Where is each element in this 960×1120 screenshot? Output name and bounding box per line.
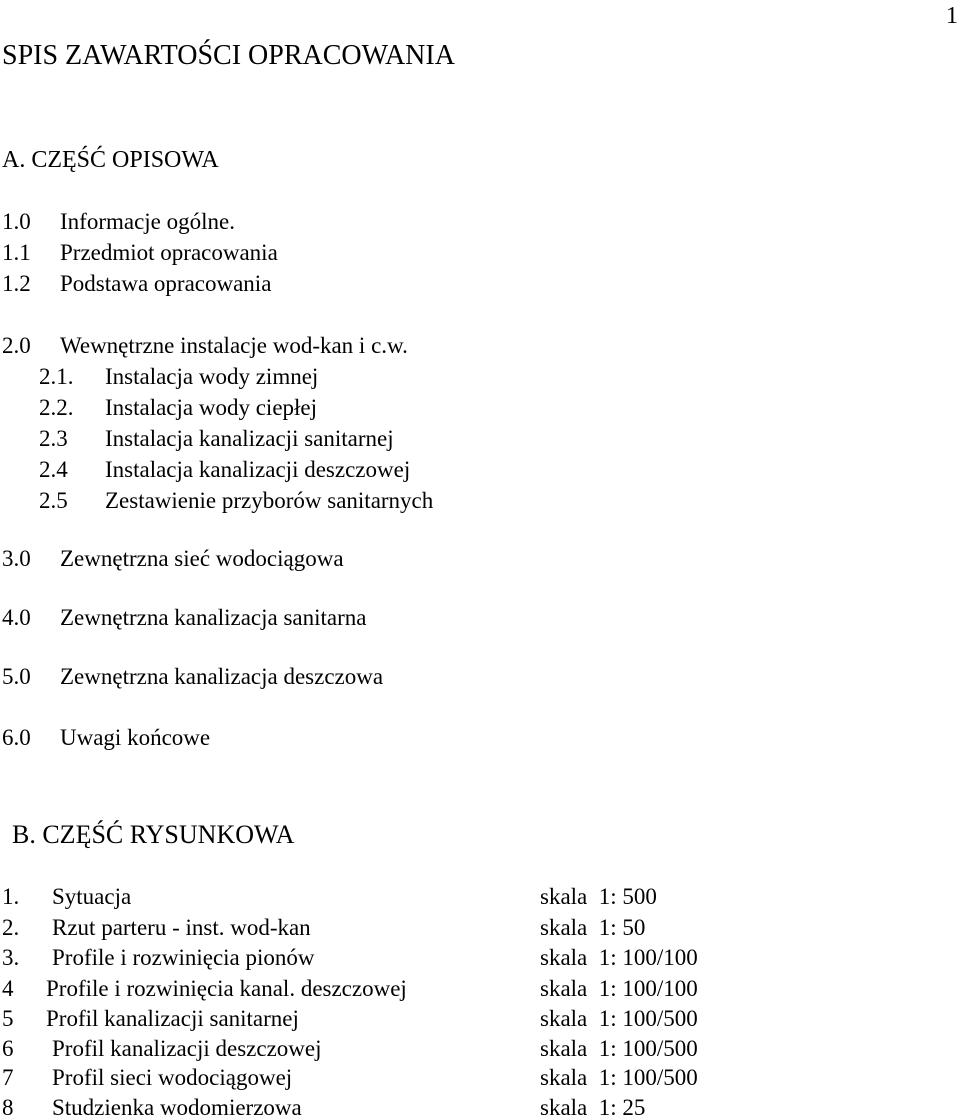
part-b-heading: B. CZĘŚĆ RYSUNKOWA bbox=[12, 820, 295, 849]
item-scale: skala 1: 50 bbox=[540, 915, 646, 940]
item-scale: skala 1: 25 bbox=[540, 1095, 646, 1120]
item-number: 2.2. bbox=[39, 395, 74, 420]
item-number: 2.5 bbox=[39, 488, 68, 513]
item-text: Sytuacja bbox=[52, 884, 132, 909]
part-a-heading: A. CZĘŚĆ OPISOWA bbox=[2, 147, 219, 173]
item-scale: skala 1: 100/500 bbox=[540, 1036, 698, 1061]
item-number: 4.0 bbox=[2, 605, 31, 630]
item-text: Uwagi końcowe bbox=[60, 725, 211, 750]
item-scale: skala 1: 100/500 bbox=[540, 1006, 698, 1031]
item-text: Instalacja wody ciepłej bbox=[105, 395, 318, 420]
item-text: Zewnętrzna kanalizacja deszczowa bbox=[60, 664, 384, 689]
item-number: 5 bbox=[2, 1006, 14, 1031]
item-text: Studzienka wodomierzowa bbox=[52, 1095, 302, 1120]
item-scale: skala 1: 500 bbox=[540, 884, 657, 909]
item-scale: skala 1: 100/100 bbox=[540, 945, 698, 970]
item-number: 7 bbox=[2, 1065, 14, 1090]
page-number: 1 bbox=[946, 3, 958, 29]
item-number: 4 bbox=[2, 976, 14, 1001]
item-text: Informacje ogólne. bbox=[60, 209, 235, 234]
item-text: Profile i rozwinięcia pionów bbox=[52, 945, 315, 970]
item-text: Instalacja kanalizacji sanitarnej bbox=[105, 426, 394, 451]
item-text: Profil kanalizacji sanitarnej bbox=[46, 1006, 299, 1031]
item-text: Rzut parteru - inst. wod-kan bbox=[52, 915, 311, 940]
item-text: Przedmiot opracowania bbox=[60, 240, 278, 265]
item-number: 1.2 bbox=[2, 271, 31, 296]
item-number: 2.3 bbox=[39, 426, 68, 451]
item-text: Podstawa opracowania bbox=[60, 271, 272, 296]
item-number: 2.4 bbox=[39, 457, 68, 482]
item-text: Zewnętrzna sieć wodociągowa bbox=[60, 546, 344, 571]
item-text: Zestawienie przyborów sanitarnych bbox=[105, 488, 434, 513]
item-number: 2.1. bbox=[39, 364, 74, 389]
item-number: 2. bbox=[2, 915, 20, 940]
item-text: Profil kanalizacji deszczowej bbox=[52, 1036, 322, 1061]
item-text: Profil sieci wodociągowej bbox=[52, 1065, 293, 1090]
item-number: 1. bbox=[2, 884, 20, 909]
item-scale: skala 1: 100/100 bbox=[540, 976, 698, 1001]
item-number: 6 bbox=[2, 1036, 14, 1061]
document-title: SPIS ZAWARTOŚCI OPRACOWANIA bbox=[2, 40, 455, 71]
item-scale: skala 1: 100/500 bbox=[540, 1065, 698, 1090]
item-number: 6.0 bbox=[2, 725, 31, 750]
item-number: 2.0 bbox=[2, 333, 31, 358]
item-number: 3.0 bbox=[2, 546, 31, 571]
item-number: 1.1 bbox=[2, 240, 31, 265]
item-number: 1.0 bbox=[2, 209, 31, 234]
item-text: Instalacja wody zimnej bbox=[105, 364, 319, 389]
item-number: 8 bbox=[2, 1095, 14, 1120]
item-number: 3. bbox=[2, 945, 20, 970]
item-text: Profile i rozwinięcia kanal. deszczowej bbox=[46, 976, 407, 1001]
item-text: Wewnętrzne instalacje wod-kan i c.w. bbox=[60, 333, 408, 358]
item-number: 5.0 bbox=[2, 664, 31, 689]
item-text: Zewnętrzna kanalizacja sanitarna bbox=[60, 605, 367, 630]
item-text: Instalacja kanalizacji deszczowej bbox=[105, 457, 411, 482]
